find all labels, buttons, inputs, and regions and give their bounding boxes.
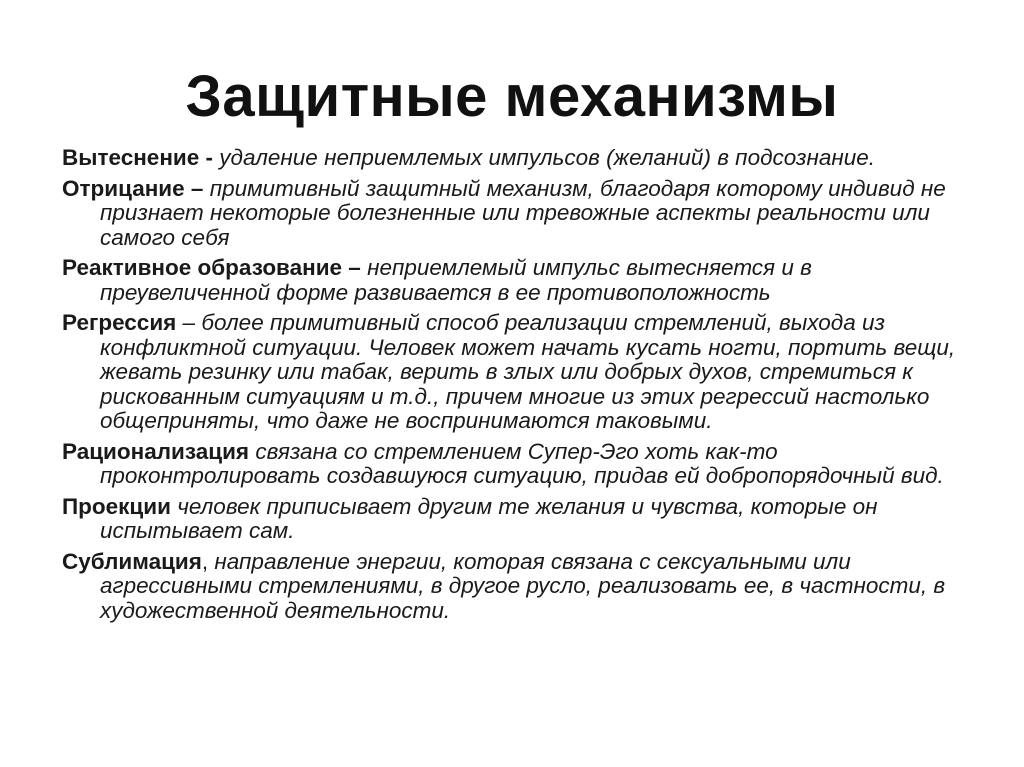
- term-separator: ,: [201, 548, 215, 574]
- list-item-denial: [62, 177, 982, 251]
- list-item-regression: [62, 311, 982, 434]
- term-label: Сублимация: [62, 548, 202, 574]
- term-separator: -: [199, 145, 220, 170]
- term-description: удаление неприемлемых импульсов (желаний) в подсознание.: [219, 145, 876, 170]
- term-label: Рационализация: [62, 438, 250, 464]
- slide-title: Защитные механизмы: [185, 64, 839, 129]
- term-description: связана со стремлением Супер-Эго хоть как-то проконтролировать создавшуюся ситуацию, придав ей добропорядочный вид.: [100, 438, 944, 488]
- term-separator: –: [184, 175, 210, 201]
- term-description: более примитивный способ реализации стремлений, выхода из конфликтной ситуации. Человек может начать кусать ногти, портить вещи, жевать резинку или табак, верить в злых или добрых духов, стремиться к рискованным ситуациям и т.д., причем многие из этих регрессий настолько общеприняты, что даже не воспринимаются таковыми.: [100, 310, 956, 433]
- term-separator: –: [176, 310, 202, 335]
- term-description: человек приписывает другим те желания и чувства, которые он испытывает сам.: [100, 493, 878, 543]
- term-label: Отрицание: [62, 175, 185, 201]
- term-label: Реактивное образование: [62, 255, 343, 280]
- term-description: примитивный защитный механизм, благодаря которому индивид не признает некоторые болезненные или тревожные аспекты реальности или самого себя: [100, 175, 946, 250]
- list-item-projection: [62, 495, 982, 544]
- term-label: Проекции: [62, 493, 171, 519]
- term-separator: –: [342, 255, 368, 280]
- definitions-list: [62, 146, 982, 629]
- term-description: неприемлемый импульс вытесняется и в преувеличенной форме развивается в ее противоположность: [100, 255, 812, 305]
- term-description: направление энергии, которая связана с сексуальными или агрессивными стремлениями, в другое русло, реализовать ее, в частности, в художественной деятельности.: [100, 548, 946, 623]
- list-item-reaction-formation: [62, 256, 982, 305]
- list-item-rationalization: [62, 440, 982, 489]
- list-item-repression: [62, 146, 982, 171]
- term-label: Вытеснение: [62, 145, 200, 170]
- term-label: Регрессия: [62, 310, 177, 335]
- list-item-sublimation: [62, 550, 982, 624]
